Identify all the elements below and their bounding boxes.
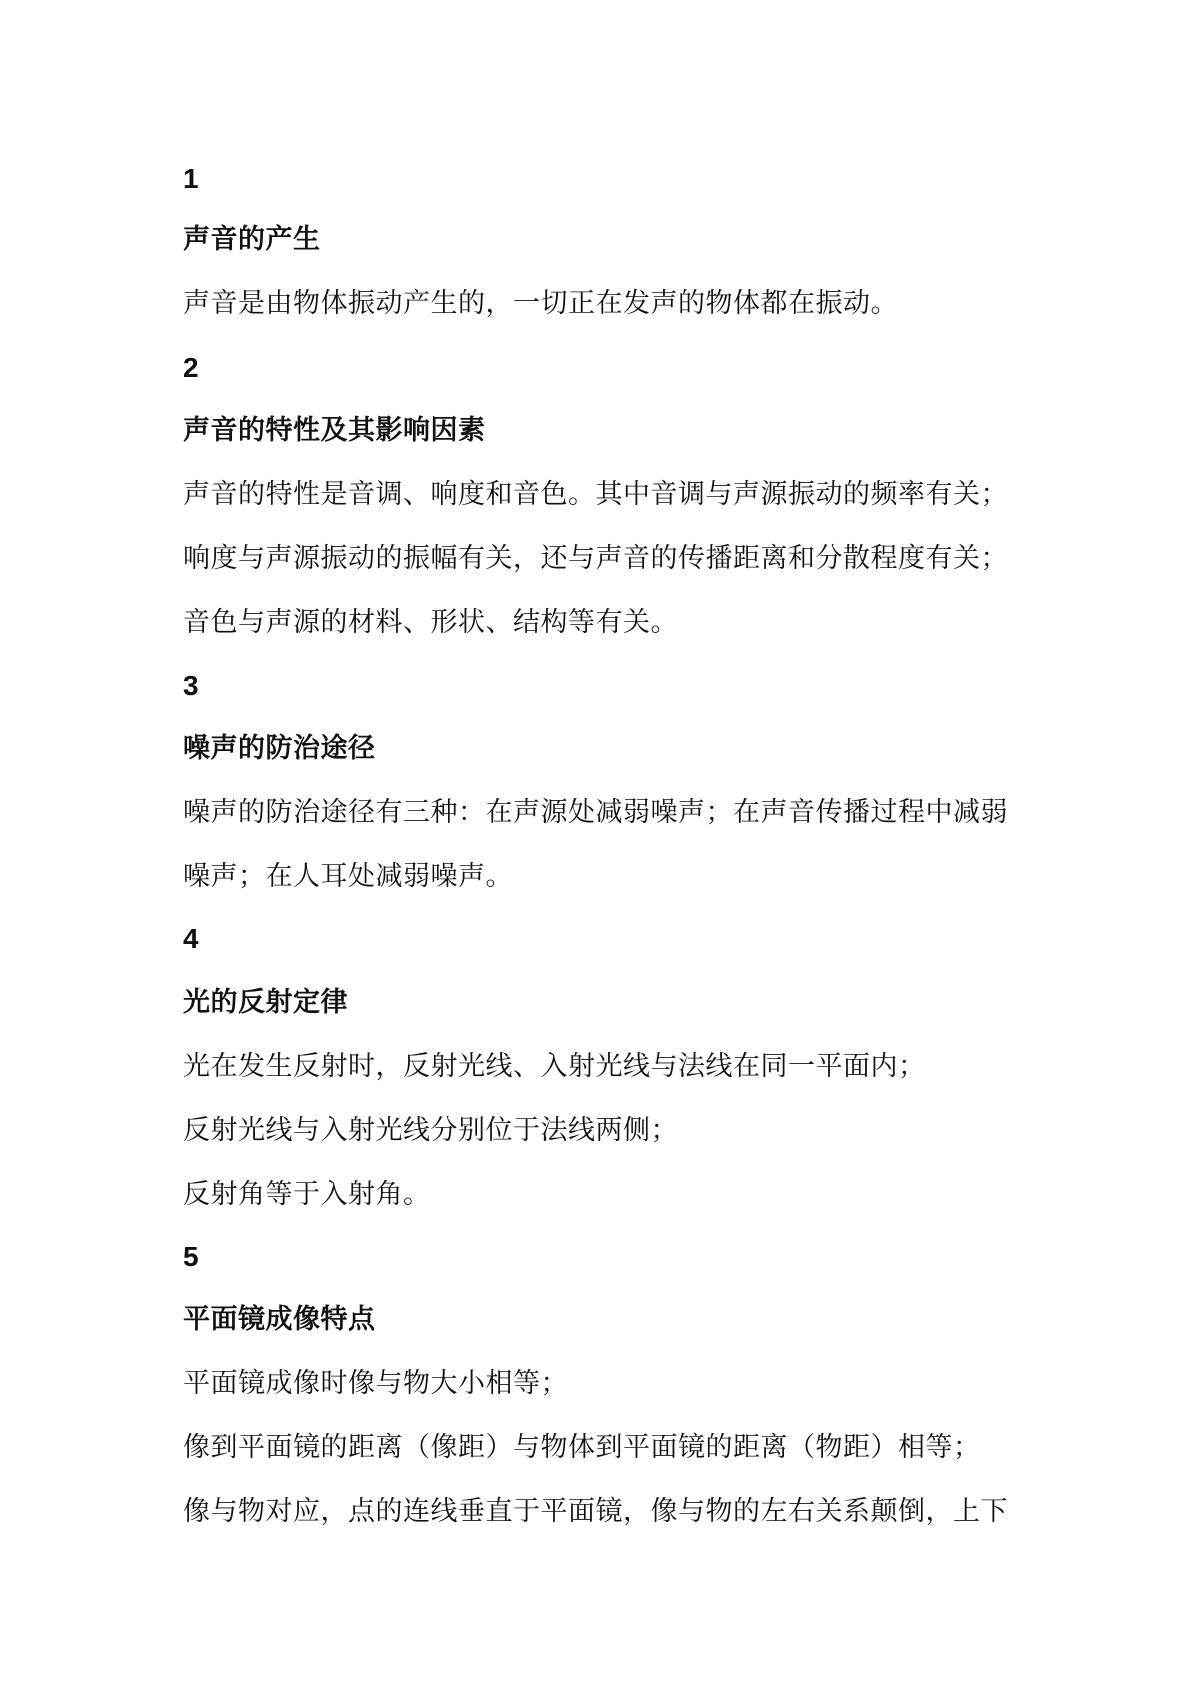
paragraph-line: 噪声；在人耳处减弱噪声。 xyxy=(183,861,513,892)
paragraph-line: 反射角等于入射角。 xyxy=(183,1179,431,1210)
paragraph-line: 平面镜成像时像与物大小相等； xyxy=(183,1368,568,1399)
paragraph-line: 音色与声源的材料、形状、结构等有关。 xyxy=(183,607,678,638)
paragraph-line: 噪声的防治途径有三种：在声源处减弱噪声；在声音传播过程中减弱 xyxy=(183,797,1008,828)
paragraph-line: 反射光线与入射光线分别位于法线两侧； xyxy=(183,1115,678,1146)
section-heading: 平面镜成像特点 xyxy=(183,1304,376,1335)
section-number: 1 xyxy=(183,163,200,194)
section-heading: 噪声的防治途径 xyxy=(183,733,376,764)
section-heading: 光的反射定律 xyxy=(183,987,348,1018)
section-number: 2 xyxy=(183,352,200,383)
paragraph-line: 像与物对应，点的连线垂直于平面镜，像与物的左右关系颠倒，上下 xyxy=(183,1496,1008,1527)
section-heading: 声音的特性及其影响因素 xyxy=(183,415,486,446)
paragraph-line: 声音是由物体振动产生的，一切正在发声的物体都在振动。 xyxy=(183,288,898,319)
section-number: 5 xyxy=(183,1241,200,1272)
paragraph-line: 光在发生反射时，反射光线、入射光线与法线在同一平面内； xyxy=(183,1051,926,1082)
section-number: 4 xyxy=(183,923,200,954)
paragraph-line: 声音的特性是音调、响度和音色。其中音调与声源振动的频率有关； xyxy=(183,479,1008,510)
paragraph-line: 响度与声源振动的振幅有关，还与声音的传播距离和分散程度有关； xyxy=(183,543,1008,574)
section-number: 3 xyxy=(183,670,200,701)
section-heading: 声音的产生 xyxy=(183,224,321,255)
paragraph-line: 像到平面镜的距离（像距）与物体到平面镜的距离（物距）相等； xyxy=(183,1432,981,1463)
